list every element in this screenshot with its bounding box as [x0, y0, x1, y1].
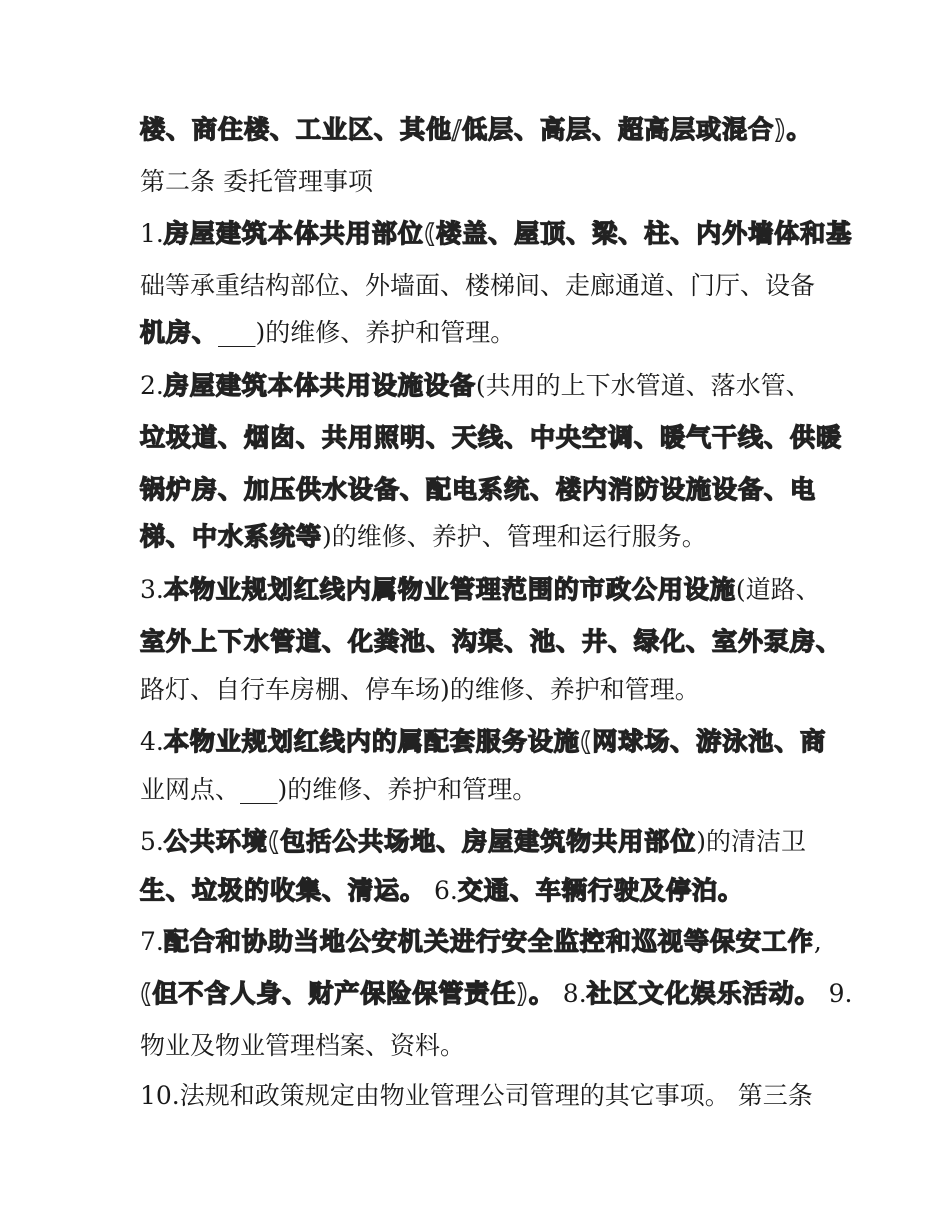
- text-line: [140, 472, 830, 508]
- text-line: [140, 164, 830, 200]
- text-run: (道路、: [735, 575, 821, 604]
- text-line: [140, 824, 830, 860]
- text-run: )的维修、养护、管理和运行服务。: [322, 522, 707, 551]
- text-run: 2.: [140, 371, 164, 400]
- text-run: ,: [813, 927, 822, 956]
- text-line: [140, 112, 830, 148]
- text-line: [140, 976, 853, 1012]
- text-line: [140, 572, 830, 608]
- text-run: 业网点、___)的维修、养护和管理。: [140, 775, 538, 804]
- outlined-text-run: 房屋建筑本体共用设施设备: [163, 371, 476, 400]
- text-run: 础等承重结构部位、外墙面、楼梯间、走廊通道、门厅、设备: [140, 271, 816, 300]
- outlined-text-run: 生、垃圾的收集、清运。: [140, 876, 427, 905]
- outlined-text-run: 梯、中水系统等: [140, 522, 323, 551]
- text-run: 8.: [554, 979, 587, 1008]
- outlined-text-run: 配合和协助当地公安机关进行安全监控和巡视等保安工作: [163, 927, 814, 956]
- text-run: 10.法规和政策规定由物业管理公司管理的其它事项。 第三条: [140, 1081, 813, 1110]
- outlined-text-run: 垃圾道、烟囱、共用照明、天线、中央空调、暖气干线、供暖: [140, 423, 843, 452]
- outlined-text-run: 室外上下水管道、化粪池、沟渠、池、井、绿化、室外泵房、: [140, 627, 843, 656]
- text-line: [140, 672, 830, 708]
- text-line: [140, 420, 843, 456]
- text-run: 7.: [140, 927, 164, 956]
- text-line: [140, 268, 830, 304]
- outlined-text-run: 房屋建筑本体共用部位(楼盖、屋顶、梁、柱、内外墙体和基: [163, 219, 853, 248]
- text-run: )的清洁卫: [696, 827, 807, 856]
- outlined-text-run: 本物业规划红线内的属配套服务设施(网球场、游泳池、商: [163, 727, 827, 756]
- text-line: [140, 315, 830, 351]
- text-run: (共用的上下水管道、落水管、: [475, 371, 811, 400]
- text-run: 1.: [140, 219, 164, 248]
- text-run: ___)的维修、养护和管理。: [218, 318, 516, 347]
- text-line: [140, 924, 830, 960]
- text-line: [140, 368, 830, 404]
- text-run: 5.: [140, 827, 164, 856]
- outlined-text-run: 社区文化娱乐活动。: [586, 979, 821, 1008]
- outlined-text-run: (但不含人身、财产保险保管责任)。: [140, 979, 555, 1008]
- outlined-text-run: 公共环境(包括公共场地、房屋建筑物共用部位: [163, 827, 697, 856]
- text-line: [140, 216, 853, 252]
- text-line: [140, 624, 843, 660]
- text-line: [140, 1028, 830, 1064]
- outlined-text-run: 本物业规划红线内属物业管理范围的市政公用设施: [163, 575, 736, 604]
- text-run: 第二条 委托管理事项: [140, 167, 373, 196]
- outlined-text-run: 交通、车辆行驶及停泊。: [457, 876, 744, 905]
- text-line: [140, 772, 830, 808]
- text-run: 4.: [140, 727, 164, 756]
- text-run: 路灯、自行车房棚、停车场)的维修、养护和管理。: [140, 675, 700, 704]
- outlined-text-run: 锅炉房、加压供水设备、配电系统、楼内消防设施设备、电: [140, 475, 817, 504]
- outlined-text-run: 楼、商住楼、工业区、其他/低层、高层、超高层或混合)。: [140, 115, 813, 144]
- text-run: 9.: [820, 979, 853, 1008]
- text-run: 6.: [426, 876, 458, 905]
- text-run: 3.: [140, 575, 164, 604]
- text-line: [140, 1078, 830, 1114]
- text-line: [140, 519, 830, 555]
- text-line: [140, 873, 830, 909]
- outlined-text-run: 机房、: [140, 318, 219, 347]
- text-run: 物业及物业管理档案、资料。: [140, 1031, 466, 1060]
- text-line: [140, 724, 830, 760]
